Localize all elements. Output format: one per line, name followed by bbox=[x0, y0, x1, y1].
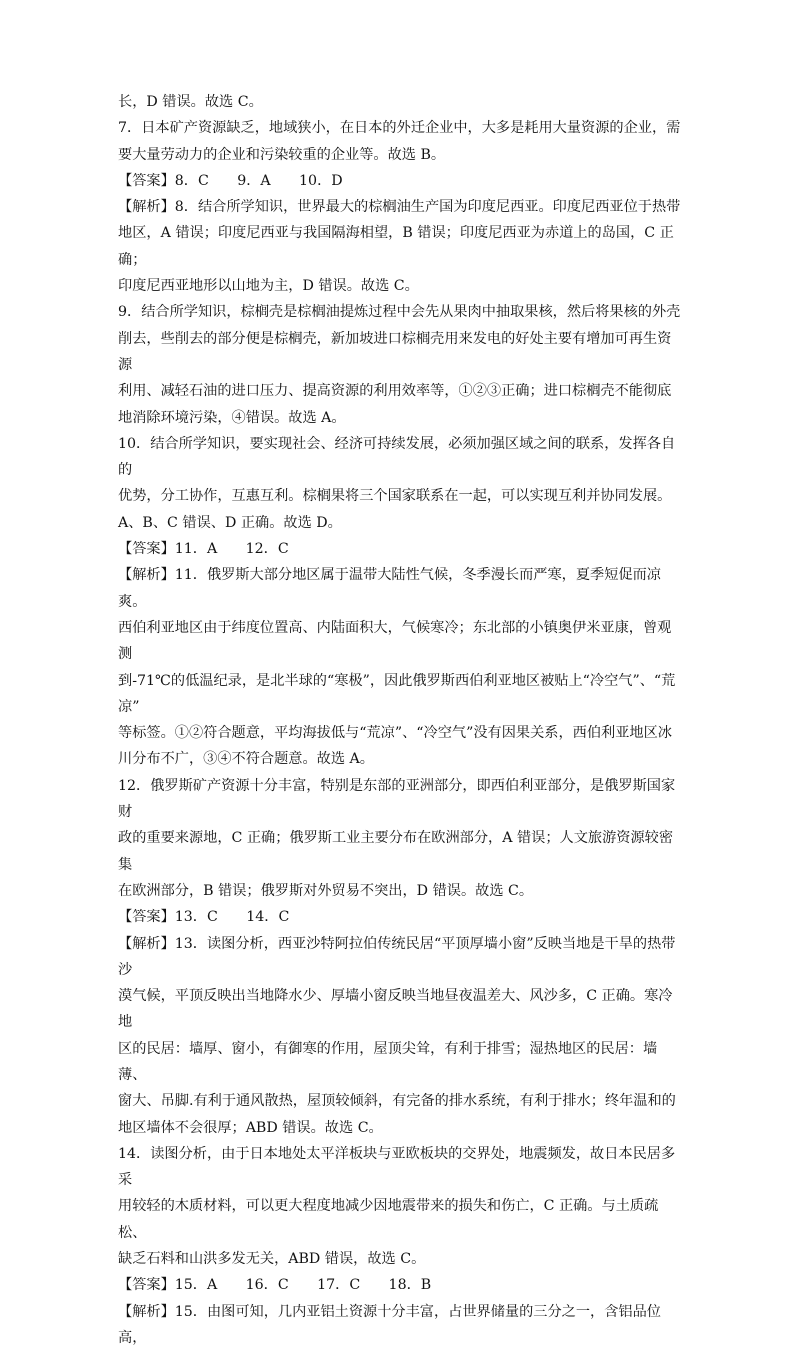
text-line: 地区墙体不会很厚；ABD 错误。故选 C。 bbox=[118, 1119, 383, 1136]
text-line: 用较轻的木质材料，可以更大程度地减少因地震带来的损失和伤亡，C 正确。与土质疏松、 bbox=[118, 1198, 659, 1241]
text-line: 利用、减轻石油的进口压力、提高资源的利用效率等，①②③正确；进口棕榈壳不能彻底 bbox=[118, 383, 672, 400]
text-line: 印度尼西亚地形以山地为主，D 错误。故选 C。 bbox=[118, 278, 419, 295]
text-line: 缺乏石料和山洪多发无关，ABD 错误，故选 C。 bbox=[118, 1251, 426, 1268]
text-line: 川分布不广，③④不符合题意。故选 A。 bbox=[118, 751, 374, 768]
text-line: 12．俄罗斯矿产资源十分丰富，特别是东部的亚洲部分，即西伯利亚部分，是俄罗斯国家财 bbox=[118, 777, 676, 821]
text-line: 漠气候，平顶反映出当地降水少、厚墙小窗反映当地昼夜温差大、风沙多，C 正确。寒冷地 bbox=[118, 988, 673, 1031]
analysis-line: 【解析】8．结合所学知识，世界最大的棕榈油生产国为印度尼西亚。印度尼西亚位于热带 bbox=[118, 199, 681, 216]
text-line: 14．读图分析，由于日本地处太平洋板块与亚欧板块的交界处，地震频发，故日本民居多采 bbox=[118, 1145, 676, 1189]
answer-line: 【答案】8．C 9．A 10．D bbox=[118, 172, 343, 189]
text-line: 西伯利亚地区由于纬度位置高、内陆面积大，气候寒冷；东北部的小镇奥伊米亚康，曾观测 bbox=[118, 619, 672, 663]
text-line: 7．日本矿产资源缺乏，地域狭小，在日本的外迁企业中，大多是耗用大量资源的企业，需 bbox=[118, 120, 681, 137]
document-page bbox=[118, 89, 682, 1351]
text-line: 在欧洲部分，B 错误；俄罗斯对外贸易不突出，D 错误。故选 C。 bbox=[118, 882, 534, 899]
text-line: 优势，分工协作，互惠互利。棕榈果将三个国家联系在一起，可以实现互利并协同发展。 bbox=[118, 488, 672, 505]
text-line: 窗大、吊脚.有利于通风散热，屋顶较倾斜，有完备的排水系统，有利于排水；终年温和的 bbox=[118, 1093, 676, 1110]
text-line: 10．结合所学知识，要实现社会、经济可持续发展，必须加强区域之间的联系，发挥各自的 bbox=[118, 435, 676, 479]
text-line: 到-71℃的低温纪录，是北半球的“寒极”，因此俄罗斯西伯利亚地区被贴上“冷空气”、“荒凉” bbox=[118, 672, 676, 715]
text-line: 长，D 错误。故选 C。 bbox=[118, 94, 263, 110]
answer-line: 【答案】15．A 16．C 17．C 18．B bbox=[118, 1277, 432, 1294]
text-line: 政的重要来源地，C 正确；俄罗斯工业主要分布在欧洲部分，A 错误；人文旅游资源较密集 bbox=[118, 830, 674, 873]
text-line: 地区，A 错误；印度尼西亚与我国隔海相望，B 错误；印度尼西亚为赤道上的岛国，C 正确； bbox=[118, 225, 674, 268]
analysis-line: 【解析】13．读图分析，西亚沙特阿拉伯传统民居“平顶厚墙小窗”反映当地是干旱的热带沙 bbox=[118, 935, 676, 978]
answer-line: 【答案】11．A 12．C bbox=[118, 541, 289, 558]
analysis-line: 【解析】15．由图可知，几内亚铝土资源十分丰富，占世界储量的三分之一，含铝品位高， bbox=[118, 1303, 661, 1346]
text-line: 要大量劳动力的企业和污染较重的企业等。故选 B。 bbox=[118, 146, 446, 163]
text-line: 等标签。①②符合题意，平均海拔低与“荒凉”、“冷空气”没有因果关系，西伯利亚地区冰 bbox=[118, 725, 672, 742]
text-line: 区的民居：墙厚、窗小，有御寒的作用，屋顶尖耸，有利于排雪；湿热地区的民居：墙薄、 bbox=[118, 1040, 658, 1083]
text-line: 9．结合所学知识，棕榈壳是棕榈油提炼过程中会先从果肉中抽取果核，然后将果核的外壳 bbox=[118, 304, 681, 321]
text-line: 削去，些削去的部分便是棕榈壳，新加坡进口棕榈壳用来发电的好处主要有增加可再生资源 bbox=[118, 330, 672, 373]
answer-line: 【答案】13．C 14．C bbox=[118, 909, 290, 926]
analysis-line: 【解析】11．俄罗斯大部分地区属于温带大陆性气候，冬季漫长而严寒，夏季短促而凉爽。 bbox=[118, 567, 661, 610]
text-line: 地消除环境污染，④错误。故选 A。 bbox=[118, 409, 346, 426]
text-line: A、B、C 错误、D 正确。故选 D。 bbox=[118, 514, 342, 531]
